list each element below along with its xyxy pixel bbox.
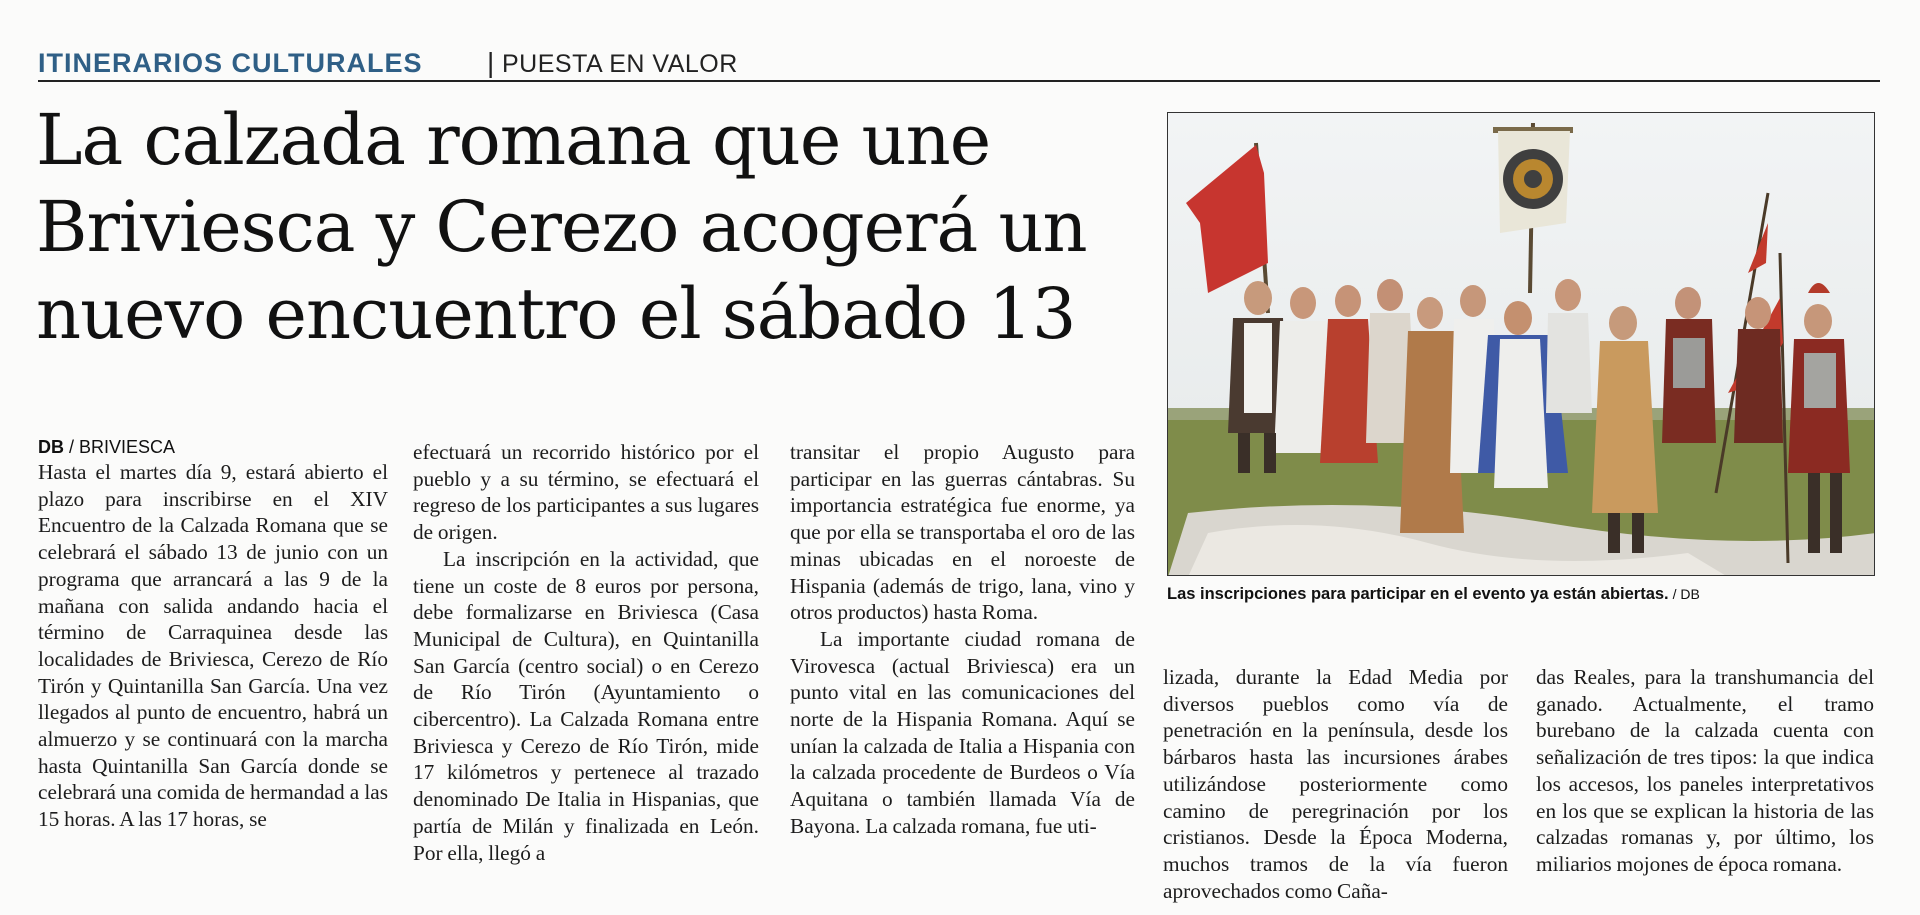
paragraph: La inscripción en la actividad, que tiene un coste de 8 euros por persona, debe formalizarse en Briviesca (Casa Municipal de Cultura), en Quintanilla San García (centro social) o en Cerezo de Río Tirón (Ayuntamiento o cibercentro). La Calzada Romana entre Briviesca y Cerezo de Río Tirón, mide 17 kilómetros y pertenece al trazado denominado De Italia in Hispanias, que partía de Milán y finalizada en León. Por ella, llegó a	[413, 546, 759, 865]
body-column-2	[413, 439, 759, 866]
photo-caption-text: Las inscripciones para participar en el evento ya están abiertas.	[1167, 585, 1669, 603]
body-column-5	[1536, 664, 1874, 878]
paragraph: lizada, durante la Edad Media por diversos pueblos como vía de penetración en la península, desde los bárbaros hasta las incursiones árabes utilizándose posteriormente como camino de peregrinación por los cristianos. Desde la Época Moderna, muchos tramos de la vía fueron aprovechados como Caña-	[1163, 665, 1508, 903]
body-column-1	[38, 459, 388, 833]
photo-caption	[1167, 585, 1880, 604]
paragraph: efectuará un recorrido histórico por el pueblo y a su término, se efectuará el regreso de los participantes a sus lugares de origen.	[413, 440, 759, 545]
section-separator: |	[487, 47, 495, 78]
paragraph: La importante ciudad romana de Virovesca (actual Briviesca) era un punto vital en las comunicaciones del norte de la Hispania Romana. Aquí se unían la calzada de Italia a Hispania con la calzada procedente de Burdeos o Vía Aquitana o también llamada Vía de Bayona. La calzada romana, fue uti-	[790, 626, 1135, 838]
paragraph: transitar el propio Augusto para participar en las guerras cántabras. Su importancia estratégica fue enorme, ya que por ella se transportaba el oro de las minas ubicadas en el noroeste de Hispania (además de trigo, lana, vino y otros productos) hasta Roma.	[790, 440, 1135, 625]
photo-credit: / DB	[1672, 586, 1700, 602]
paragraph: Hasta el martes día 9, estará abierto el plazo para inscribirse en el XIV Encuentro de la Calzada Romana que se celebrará el sábado 13 de junio con un programa que arrancará a las 9 de la mañana con salida andando hacia el término de Carraquinea desde las localidades de Briviesca, Cerezo de Río Tirón y Quintanilla San García. Una vez llegados al punto de encuentro, habrá un almuerzo y se continuará con la marcha hasta Quintanilla San García donde se celebrará una comida de hermandad a las 15 horas. A las 17 horas, se	[38, 460, 388, 832]
body-column-3	[790, 439, 1135, 840]
article-photo	[1167, 112, 1875, 576]
photo-reenactors-image	[1168, 113, 1875, 576]
body-column-4	[1163, 664, 1508, 904]
section-header	[38, 46, 1880, 82]
byline-source: DB	[38, 437, 64, 457]
byline-separator: /	[64, 437, 80, 457]
article-headline: La calzada romana que une Briviesca y Cerezo acogerá un nuevo encuentro el sábado 13	[36, 99, 1087, 355]
subsection-label: PUESTA EN VALOR	[502, 50, 738, 78]
paragraph: das Reales, para la transhumancia del ganado. Actualmente, el tramo burebano de la calzada cuenta con señalización de tres tipos: la que indica los accesos, los paneles interpretativos en los que se explican la historia de las calzadas romanas y, por último, los miliarios mojones de época romana.	[1536, 665, 1874, 876]
byline-place: BRIVIESCA	[79, 437, 176, 457]
section-label: ITINERARIOS CULTURALES	[38, 48, 423, 78]
byline	[38, 437, 175, 458]
